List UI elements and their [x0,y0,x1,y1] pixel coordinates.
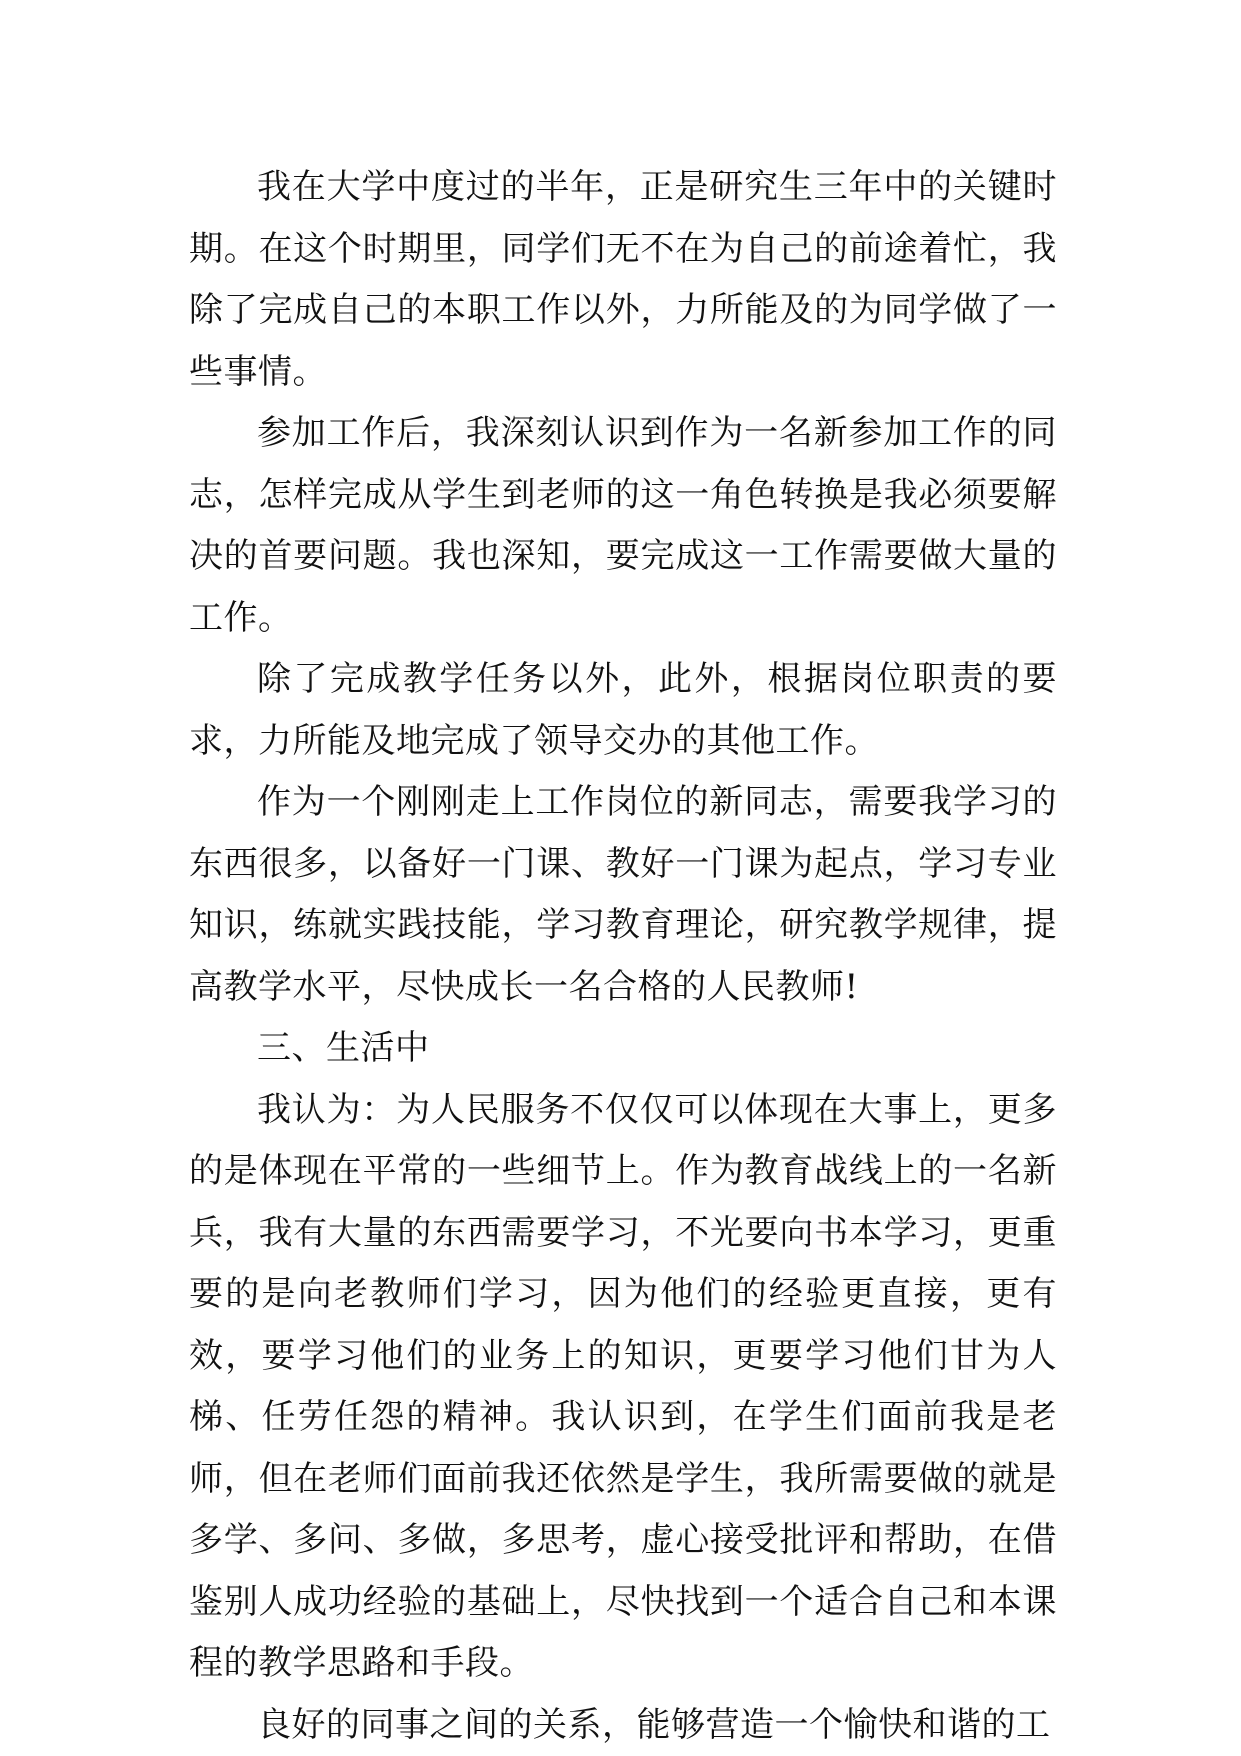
paragraph-role-transition: 参加工作后，我深刻认识到作为一名新参加工作的同志，怎样完成从学生到老师的这一角色转换是我必须要解决的首要问题。我也深知，要完成这一工作需要做大量的工作。 [189,403,1057,649]
paragraph-serving-people: 我认为：为人民服务不仅仅可以体现在大事上，更多的是体现在平常的一些细节上。作为教育战线上的一名新兵，我有大量的东西需要学习，不光要向书本学习，更重要的是向老教师们学习，因为他们的经验更直接，更有效，要学习他们的业务上的知识，更要学习他们甘为人梯、任劳任怨的精神。我认识到，在学生们面前我是老师，但在老师们面前我还依然是学生，我所需要做的就是多学、多问、多做，多思考，虚心接受批评和帮助，在借鉴别人成功经验的基础上，尽快找到一个适合自己和本课程的教学思路和手段。 [189,1080,1057,1695]
section-heading-life: 三、生活中 [189,1018,1057,1080]
document-page [189,157,1057,1756]
paragraph-semester-work: 我在大学中度过的半年，正是研究生三年中的关键时期。在这个时期里，同学们无不在为自己的前途着忙，我除了完成自己的本职工作以外，力所能及的为同学做了一些事情。 [189,157,1057,403]
paragraph-colleague-relations: 良好的同事之间的关系，能够营造一个愉快和谐的工 [189,1695,1057,1756]
paragraph-other-duties: 除了完成教学任务以外，此外，根据岗位职责的要求，力所能及地完成了领导交办的其他工作。 [189,649,1057,772]
paragraph-learning-goals: 作为一个刚刚走上工作岗位的新同志，需要我学习的东西很多，以备好一门课、教好一门课为起点，学习专业知识，练就实践技能，学习教育理论，研究教学规律，提高教学水平，尽快成长一名合格的人民教师! [189,772,1057,1018]
